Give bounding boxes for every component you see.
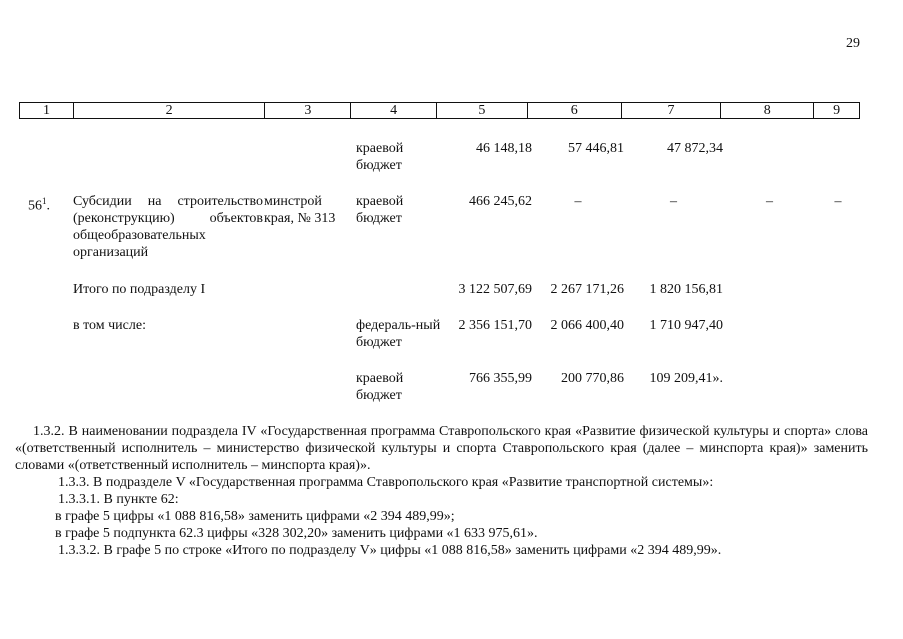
executor-cell: минстрой края, № 313 — [264, 194, 336, 226]
col7-cell: 47 872,34 — [667, 141, 723, 156]
source-cell: краевой бюджет — [356, 194, 404, 226]
amendment-text — [15, 423, 868, 559]
header-col-7: 7 — [622, 103, 722, 118]
col5-cell: 466 245,62 — [469, 194, 532, 209]
name-cell: в том числе: — [73, 318, 146, 333]
source-cell: федераль-ный бюджет — [356, 318, 441, 350]
col8-cell: – — [766, 194, 773, 209]
row-number-cell: $56^1$. — [28, 196, 50, 214]
header-col-4: 4 — [351, 103, 437, 118]
header-col-1: 1 — [20, 103, 74, 118]
col7-cell: 1 820 156,81 — [649, 282, 723, 297]
header-col-8: 8 — [721, 103, 814, 118]
source-cell: краевой бюджет — [356, 371, 404, 403]
header-col-9: 9 — [833, 103, 841, 118]
paragraph: 1.3.3.1. В пункте 62: — [58, 492, 179, 507]
col7-cell: 1 710 947,40 — [649, 318, 723, 333]
col5-cell: 3 122 507,69 — [458, 282, 532, 297]
header-col-2: 2 — [74, 103, 266, 118]
name-cell: Субсидии на строительство (реконструкцию) объектов общеобразовательных организаций — [73, 194, 263, 260]
col7-cell: – — [670, 194, 677, 209]
header-col-5: 5 — [437, 103, 528, 118]
col7-cell: 109 209,41». — [649, 371, 723, 386]
col6-cell: – — [574, 194, 582, 209]
paragraph: 1.3.3. В подразделе V «Государственная программа Ставропольского края «Развитие транспортной системы»: — [58, 475, 714, 490]
table-header-row — [19, 102, 860, 119]
col9-cell: – — [834, 194, 842, 209]
col6-cell: 2 066 400,40 — [550, 318, 624, 333]
col5-cell: 2 356 151,70 — [458, 318, 532, 333]
paragraph: 1.3.2. В наименовании подраздела IV «Государственная программа Ставропольского края «Развитие физической культуры и спорта» слова «(ответственный исполнитель – министерство физической культуры и спорта Ставропольского края (далее – минспорта края)» заменить словами «(ответственный исполнитель – минспорта края)». — [15, 424, 868, 473]
col6-cell: 2 267 171,26 — [550, 282, 624, 297]
name-cell: Итого по подразделу I — [73, 282, 206, 297]
paragraph: в графе 5 подпункта 62.3 цифры «328 302,20» заменить цифрами «1 633 975,61». — [55, 526, 538, 541]
col6-cell: 57 446,81 — [568, 141, 624, 156]
col5-cell: 46 148,18 — [476, 141, 532, 156]
header-col-3: 3 — [265, 103, 351, 118]
paragraph: в графе 5 цифры «1 088 816,58» заменить цифрами «2 394 489,99»; — [55, 509, 455, 524]
page-number: 29 — [846, 36, 860, 51]
paragraph: 1.3.3.2. В графе 5 по строке «Итого по подразделу V» цифры «1 088 816,58» заменить цифрами «2 394 489,99». — [58, 543, 722, 558]
col5-cell: 766 355,99 — [469, 371, 532, 386]
header-col-6: 6 — [528, 103, 622, 118]
source-cell: краевой бюджет — [356, 141, 404, 173]
col6-cell: 200 770,86 — [561, 371, 624, 386]
